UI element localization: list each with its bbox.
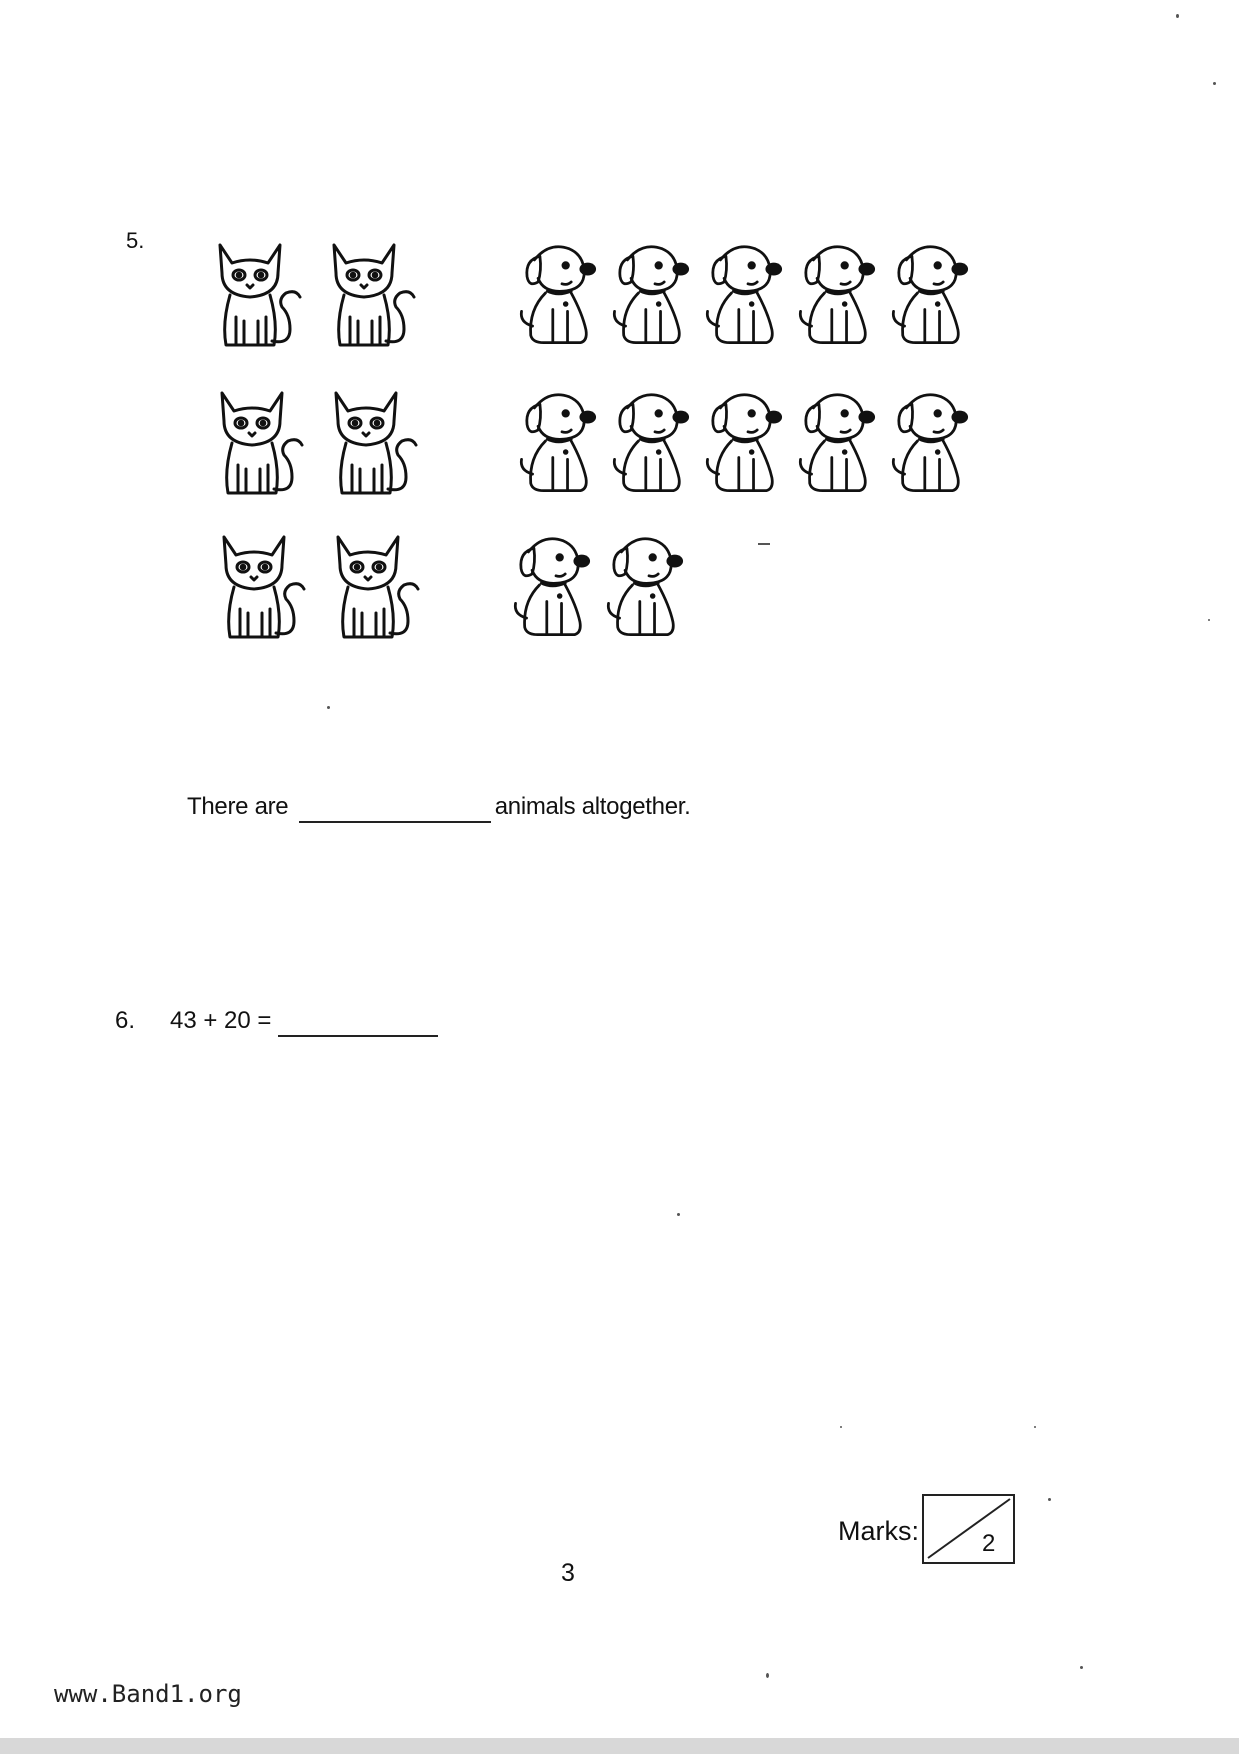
dog-icon — [516, 381, 608, 501]
question-6-expression — [170, 1007, 438, 1037]
marks-total: 2 — [982, 1530, 996, 1557]
page-number: 3 — [561, 1559, 575, 1587]
question-6-number: 6. — [115, 1007, 136, 1034]
cat-icon — [214, 381, 314, 501]
dog-icon — [609, 233, 701, 353]
question-5-sentence — [187, 793, 691, 823]
dog-icon — [795, 233, 887, 353]
scan-edge — [0, 1738, 1239, 1754]
answer-blank-6[interactable] — [278, 1007, 438, 1037]
marks-label: Marks: — [838, 1516, 919, 1546]
scan-speck — [1213, 82, 1216, 85]
cat-icon — [328, 381, 428, 501]
answer-blank-5[interactable] — [299, 793, 491, 823]
marks-box — [922, 1494, 1015, 1564]
dog-icon — [795, 381, 887, 501]
scan-speck — [327, 706, 330, 709]
footer-url[interactable]: www.Band1.org — [54, 1680, 242, 1708]
scan-speck — [1176, 14, 1179, 18]
cat-icon — [216, 525, 316, 645]
scan-speck — [766, 1673, 769, 1678]
expression-text: 43 + 20 = — [170, 1007, 272, 1034]
cat-icon — [330, 525, 430, 645]
sentence-start: There are — [187, 793, 289, 820]
scan-speck — [677, 1213, 680, 1216]
scan-speck — [1080, 1666, 1083, 1669]
dog-icon — [702, 233, 794, 353]
dog-icon — [609, 381, 701, 501]
scan-speck — [1048, 1498, 1051, 1501]
dog-icon — [516, 233, 608, 353]
marks-divider — [924, 1496, 1013, 1562]
scan-speck — [758, 543, 770, 545]
dog-icon — [888, 233, 980, 353]
dog-icon — [510, 525, 602, 645]
dog-icon — [888, 381, 980, 501]
dog-icon — [603, 525, 695, 645]
dog-icon — [702, 381, 794, 501]
cat-icon — [326, 233, 426, 353]
scan-speck — [840, 1426, 842, 1428]
question-5-number: 5. — [126, 228, 145, 253]
scan-speck — [1208, 619, 1210, 621]
scan-speck — [1034, 1426, 1036, 1428]
animal-picture-group — [0, 0, 1239, 700]
cat-icon — [212, 233, 312, 353]
sentence-end: animals altogether. — [494, 793, 691, 820]
